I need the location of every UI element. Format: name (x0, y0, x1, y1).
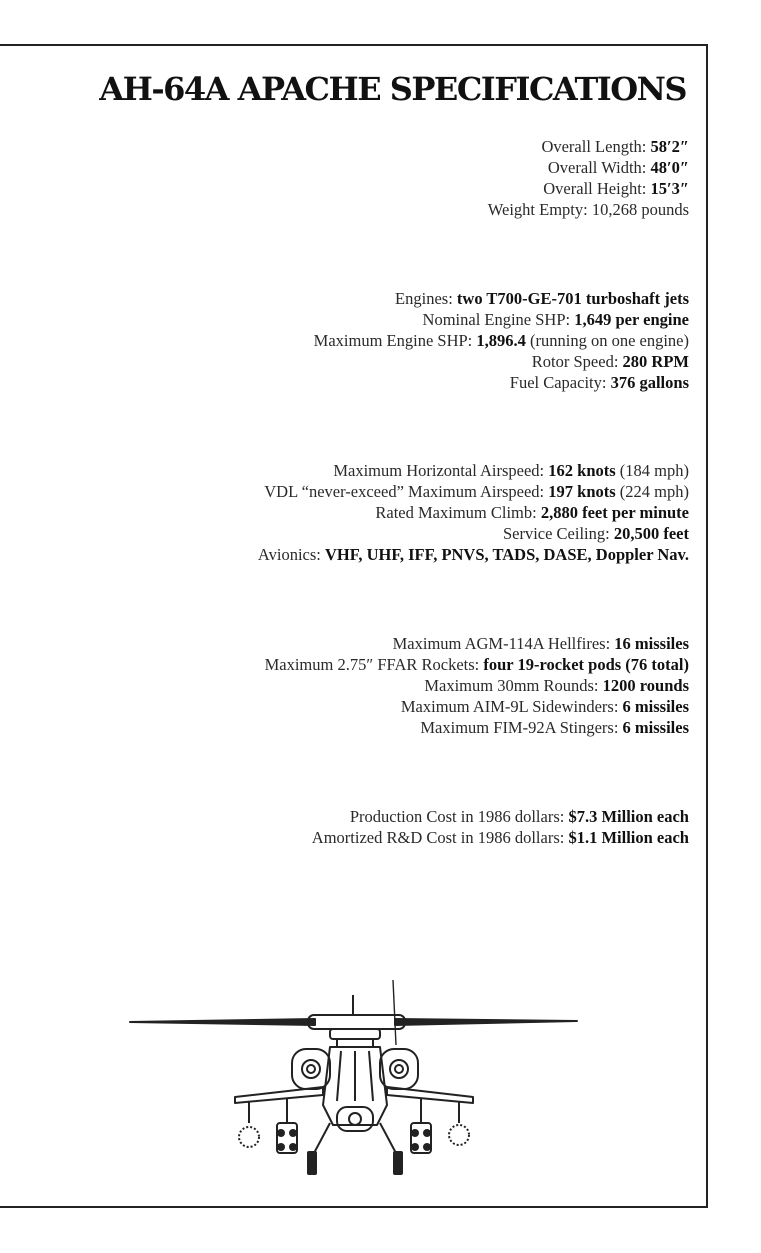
spec-label: Avionics: (257, 545, 325, 564)
spec-value: two T700-GE-701 turboshaft jets (456, 289, 689, 308)
spec-value: 162 knots (548, 461, 616, 480)
spec-line (488, 157, 689, 178)
spec-note: (184 mph) (615, 461, 689, 480)
spec-label: Production Cost in 1986 dollars: (349, 807, 569, 826)
spec-label: Overall Length: (541, 137, 651, 156)
spec-line (314, 288, 689, 309)
spec-line (314, 330, 689, 351)
spec-value: four 19-rocket pods (76 total) (483, 655, 689, 674)
spec-label: Maximum Horizontal Airspeed: (333, 461, 549, 480)
spec-line (314, 351, 689, 372)
spec-label: Service Ceiling: (502, 524, 614, 543)
spec-line (314, 372, 689, 393)
spec-label: Maximum FIM-92A Stingers: (420, 718, 623, 737)
spec-group-armament (265, 633, 689, 738)
spec-value: 16 missiles (614, 634, 689, 653)
spec-label: Maximum AGM-114A Hellfires: (392, 634, 615, 653)
spec-line (265, 633, 689, 654)
spec-value: 197 knots (548, 482, 616, 501)
spec-group-performance (258, 460, 689, 565)
spec-label: Fuel Capacity: (509, 373, 611, 392)
spec-value: 1,896.4 (476, 331, 526, 350)
spec-label: Overall Width: (547, 158, 651, 177)
spec-value: 20,500 feet (613, 524, 689, 543)
spec-label: Rotor Speed: (531, 352, 623, 371)
spec-label: Overall Height: (543, 179, 651, 198)
spec-value: $1.1 Million each (568, 828, 689, 847)
spec-value: 48′0″ (650, 158, 689, 177)
spec-label: Nominal Engine SHP: (422, 310, 575, 329)
spec-value: 15′3″ (650, 179, 689, 198)
spec-line (258, 460, 689, 481)
spec-line (258, 481, 689, 502)
spec-note: (224 mph) (615, 482, 689, 501)
spec-label: Engines: (395, 289, 457, 308)
page-title: AH-64A APACHE SPECIFICATIONS (99, 70, 686, 108)
spec-value: 6 missiles (622, 697, 689, 716)
spec-value: 58′2″ (650, 137, 689, 156)
spec-value: 280 RPM (622, 352, 689, 371)
spec-value: $7.3 Million each (568, 807, 689, 826)
spec-value: 6 missiles (622, 718, 689, 737)
spec-label: Maximum 2.75″ FFAR Rockets: (264, 655, 484, 674)
spec-line (488, 199, 689, 220)
spec-line (265, 654, 689, 675)
spec-line (312, 827, 689, 848)
spec-line (488, 136, 689, 157)
spec-value: 376 gallons (610, 373, 689, 392)
spec-line (265, 717, 689, 738)
spec-label: Maximum Engine SHP: (313, 331, 477, 350)
spec-label: Rated Maximum Climb: (375, 503, 541, 522)
spec-label: VDL “never-exceed” Maximum Airspeed: (264, 482, 549, 501)
spec-value: 1,649 per engine (574, 310, 689, 329)
spec-line (258, 502, 689, 523)
spec-group-engines (314, 288, 689, 393)
spec-label: Maximum 30mm Rounds: (424, 676, 603, 695)
spec-value: 2,880 feet per minute (540, 503, 689, 522)
spec-line (265, 675, 689, 696)
spec-group-dimensions (488, 136, 689, 220)
spec-line (488, 178, 689, 199)
apache-helicopter-illustration (125, 975, 585, 1180)
spec-line (258, 544, 689, 565)
spec-value: 1200 rounds (602, 676, 689, 695)
spec-label: Amortized R&D Cost in 1986 dollars: (311, 828, 569, 847)
spec-group-cost (312, 806, 689, 848)
spec-label: Maximum AIM-9L Sidewinders: (400, 697, 623, 716)
spec-line (265, 696, 689, 717)
spec-line (258, 523, 689, 544)
spec-label: Weight Empty: 10,268 pounds (487, 200, 689, 219)
spec-value: VHF, UHF, IFF, PNVS, TADS, DASE, Doppler Nav. (325, 545, 689, 564)
spec-note: (running on one engine) (525, 331, 689, 350)
spec-line (312, 806, 689, 827)
spec-line (314, 309, 689, 330)
